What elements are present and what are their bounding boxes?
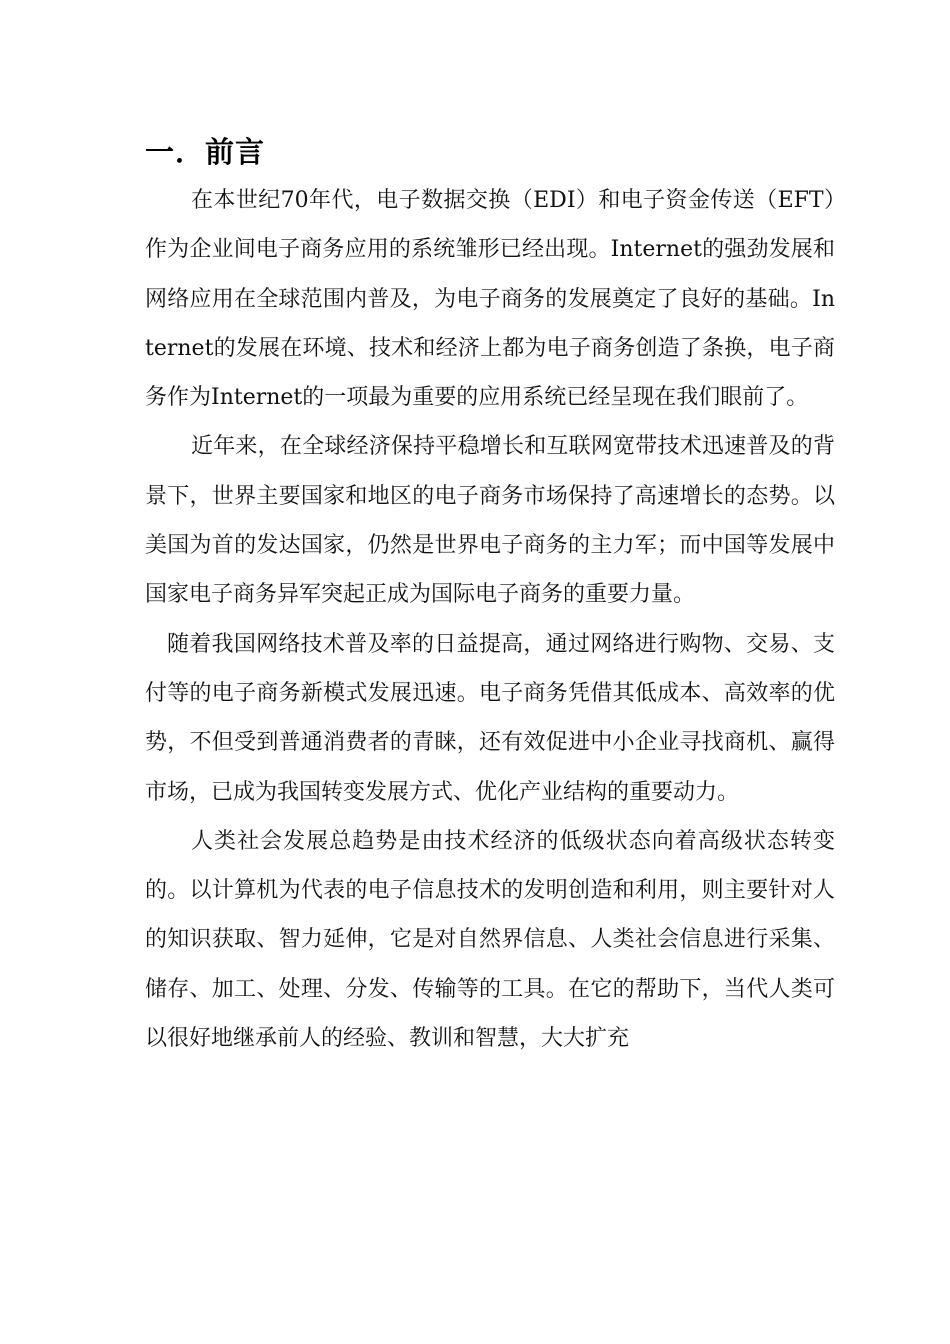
section-heading: 一．前言 (145, 135, 266, 169)
body-text (145, 176, 835, 1063)
paragraph-2: 近年来，在全球经济保持平稳增长和互联网宽带技术迅速普及的背景下，世界主要国家和地区的电子商务市场保持了高速增长的态势。以美国为首的发达国家，仍然是世界电子商务的主力军；而中国等发展中国家电子商务异军突起正成为国际电子商务的重要力量。 (145, 434, 835, 608)
paragraph-4: 人类社会发展总趋势是由技术经济的低级状态向着高级状态转变的。以计算机为代表的电子信息技术的发明创造和利用，则主要针对人的知识获取、智力延伸，它是对自然界信息、人类社会信息进行采集、储存、加工、处理、分发、传输等的工具。在它的帮助下，当代人类可以很好地继承前人的经验、教训和智慧，大大扩充 (145, 828, 835, 1052)
paragraph-3: 随着我国网络技术普及率的日益提高，通过网络进行购物、交易、支付等的电子商务新模式发展迅速。电子商务凭借其低成本、高效率的优势，不但受到普通消费者的青睐，还有效促进中小企业寻找商机、赢得市场，已成为我国转变发展方式、优化产业结构的重要动力。 (145, 631, 835, 805)
paragraph-1: 在本世纪70年代，电子数据交换（EDI）和电子资金传送（EFT）作为企业间电子商务应用的系统雏形已经出现。Internet的强劲发展和网络应用在全球范围内普及，为电子商务的发展奠定了良好的基础。Internet的发展在环境、技术和经济上都为电子商务创造了条换，电子商务作为Internet的一项最为重要的应用系统已经呈现在我们眼前了。 (145, 188, 835, 411)
